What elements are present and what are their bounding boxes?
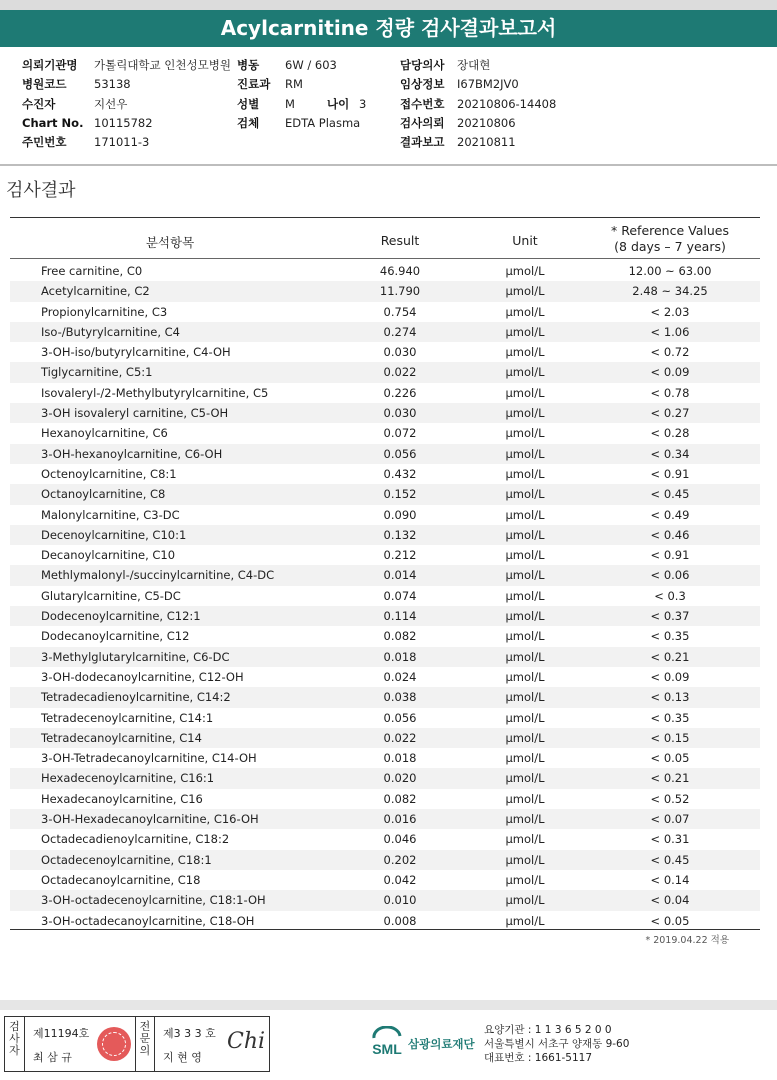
analyte-name: Hexadecenoylcarnitine, C16:1	[41, 771, 215, 786]
info-key: 접수번호	[400, 96, 445, 111]
unit-value: μmol/L	[505, 852, 545, 867]
table-row	[10, 667, 760, 687]
reference-value: < 0.14	[650, 872, 690, 887]
unit-value: μmol/L	[505, 669, 545, 684]
reference-value: < 0.07	[650, 812, 690, 827]
info-key: 진료과	[237, 77, 271, 92]
patient-info-col3	[400, 56, 556, 152]
unit-value: μmol/L	[505, 304, 545, 319]
result-value: 0.082	[383, 791, 417, 806]
unit-value: μmol/L	[505, 385, 545, 400]
unit-value: μmol/L	[505, 649, 545, 664]
report-title: Acylcarnitine 정량 검사결과보고서	[0, 10, 777, 47]
unit-value: μmol/L	[505, 466, 545, 481]
unit-value: μmol/L	[505, 771, 545, 786]
result-value: 0.132	[383, 527, 417, 542]
analyte-name: Hexanoylcarnitine, C6	[41, 426, 168, 441]
info-key: 의뢰기관명	[22, 58, 78, 72]
result-value: 0.114	[383, 609, 417, 624]
info-value: M	[285, 96, 295, 111]
info-key: 수진자	[22, 96, 56, 111]
info-row	[400, 56, 556, 75]
reference-value: < 0.52	[650, 791, 690, 806]
info-row	[400, 114, 556, 133]
patient-info-col1	[22, 56, 231, 152]
info-key: 담당의사	[400, 58, 445, 72]
info-row	[400, 75, 556, 94]
info-row	[400, 133, 556, 152]
footnote: * 2019.04.22 적용	[645, 935, 729, 946]
reference-value: < 0.34	[650, 446, 690, 461]
info-value: 6W / 603	[285, 58, 337, 72]
table-row	[10, 322, 760, 342]
table-row	[10, 464, 760, 484]
table-bottom-rule	[10, 929, 760, 930]
unit-value: μmol/L	[505, 872, 545, 887]
info-row	[400, 95, 556, 114]
reference-value: < 0.3	[654, 588, 686, 603]
info-row	[22, 114, 231, 133]
reference-value: < 0.91	[650, 548, 690, 563]
info-key: 성별	[237, 96, 260, 111]
info-key: 임상정보	[400, 77, 445, 92]
reference-value: < 0.15	[650, 730, 690, 745]
info-value: 20210806-14408	[457, 96, 557, 111]
analyte-name: 3-OH-iso/butyrylcarnitine, C4-OH	[41, 345, 231, 360]
table-row	[10, 586, 760, 606]
analyte-name: 3-Methylglutarylcarnitine, C6-DC	[41, 649, 230, 664]
specialist-name: 지 현 영	[163, 1051, 202, 1064]
table-row	[10, 606, 760, 626]
table-row	[10, 403, 760, 423]
info-key: 병동	[237, 58, 260, 72]
specialist-label	[135, 1017, 155, 1071]
result-value: 0.274	[383, 324, 417, 339]
patient-info-col2	[237, 56, 366, 133]
table-row	[10, 423, 760, 443]
unit-value: μmol/L	[505, 893, 545, 908]
analyte-name: Propionylcarnitine, C3	[41, 304, 168, 319]
reference-value: < 0.45	[650, 852, 690, 867]
unit-value: μmol/L	[505, 324, 545, 339]
info-key: Chart No.	[22, 115, 84, 130]
organization-address: 서울특별시 서초구 양재동 9-60	[484, 1038, 630, 1050]
table-row	[10, 362, 760, 382]
result-value: 0.042	[383, 872, 417, 887]
analyte-name: Glutarylcarnitine, C5-DC	[41, 588, 181, 603]
result-value: 0.082	[383, 629, 417, 644]
reference-header-line2: (8 days – 7 years)	[614, 239, 726, 254]
unit-value: μmol/L	[505, 548, 545, 563]
reference-value: < 0.45	[650, 487, 690, 502]
unit-value: μmol/L	[505, 629, 545, 644]
result-value: 46.940	[379, 264, 421, 278]
tester-seal-stamp	[97, 1027, 131, 1061]
result-value: 0.202	[383, 852, 417, 867]
reference-value: < 2.03	[650, 304, 690, 319]
tester-license-no: 제11194호	[33, 1027, 90, 1040]
label-char: 전	[139, 1020, 151, 1033]
table-row	[10, 525, 760, 545]
info-row	[22, 56, 231, 75]
analyte-name: Tetradecenoylcarnitine, C14:1	[41, 710, 214, 725]
analyte-name: 3-OH-Tetradecanoylcarnitine, C14-OH	[41, 751, 257, 766]
analyte-name: Decenoylcarnitine, C10:1	[41, 527, 187, 542]
info-key: 주민번호	[22, 135, 67, 150]
result-value: 0.432	[383, 466, 417, 481]
column-header-unit: Unit	[512, 233, 538, 248]
analyte-name: Acetylcarnitine, C2	[41, 284, 150, 299]
analyte-name: Tetradecanoylcarnitine, C14	[41, 730, 202, 745]
analyte-name: Isovaleryl-/2-Methylbutyrylcarnitine, C5	[41, 385, 269, 400]
table-row	[10, 911, 760, 931]
sml-logo-icon	[368, 1026, 406, 1060]
result-value: 0.090	[383, 507, 417, 522]
unit-value: μmol/L	[505, 507, 545, 522]
table-row	[10, 768, 760, 788]
logo-text: SML	[372, 1041, 402, 1057]
reference-value: < 0.78	[650, 385, 690, 400]
info-row	[22, 133, 231, 152]
table-row	[10, 281, 760, 301]
result-value: 0.072	[383, 426, 417, 441]
reference-value: < 0.09	[650, 365, 690, 380]
reference-value: < 0.28	[650, 426, 690, 441]
analyte-name: Hexadecanoylcarnitine, C16	[41, 791, 203, 806]
unit-value: μmol/L	[505, 710, 545, 725]
info-value-age: 3	[359, 96, 367, 111]
analyte-name: Octadecanoylcarnitine, C18	[41, 872, 201, 887]
analyte-name: Octadecadienoylcarnitine, C18:2	[41, 832, 230, 847]
table-row	[10, 850, 760, 870]
reference-value: < 0.09	[650, 669, 690, 684]
result-value: 0.022	[383, 365, 417, 380]
unit-value: μmol/L	[505, 913, 545, 928]
result-value: 0.046	[383, 832, 417, 847]
result-value: 0.074	[383, 588, 417, 603]
reference-value: < 0.35	[650, 629, 690, 644]
organization-info	[484, 1023, 629, 1065]
analyte-name: 3-OH isovaleryl carnitine, C5-OH	[41, 406, 229, 421]
info-value: 10115782	[94, 115, 153, 130]
column-header-item: 분석항목	[145, 235, 195, 250]
column-header-result: Result	[380, 233, 420, 248]
result-value: 0.024	[383, 669, 417, 684]
specialist-signature: Chi	[227, 1029, 266, 1054]
table-row	[10, 708, 760, 728]
info-value: 53138	[94, 77, 131, 92]
label-char: 의	[139, 1044, 151, 1057]
results-table-body	[10, 261, 760, 931]
reference-value: < 0.21	[650, 771, 690, 786]
reference-value: < 1.06	[650, 324, 690, 339]
label-char: 자	[9, 1044, 20, 1057]
unit-value: μmol/L	[505, 690, 545, 705]
reference-value: < 0.21	[650, 649, 690, 664]
info-row	[237, 56, 366, 75]
unit-value: μmol/L	[505, 345, 545, 360]
label-char: 사	[9, 1032, 20, 1045]
reference-value: 12.00 ~ 63.00	[628, 264, 712, 278]
analyte-name: Octenoylcarnitine, C8:1	[41, 466, 177, 481]
info-value: EDTA Plasma	[285, 115, 361, 130]
result-value: 0.020	[383, 771, 417, 786]
tester-label	[5, 1017, 25, 1071]
table-header-rule	[10, 258, 760, 259]
unit-value: μmol/L	[505, 446, 545, 461]
info-key: 검체	[237, 115, 260, 130]
info-value: 20210806	[457, 115, 516, 130]
result-value: 0.008	[383, 913, 417, 928]
reference-value: < 0.27	[650, 406, 690, 421]
top-margin-bar	[0, 0, 777, 10]
unit-value: μmol/L	[505, 730, 545, 745]
table-row	[10, 302, 760, 322]
info-row	[22, 95, 231, 114]
info-value: RM	[285, 77, 303, 92]
table-row	[10, 261, 760, 281]
table-row	[10, 647, 760, 667]
reference-value: < 0.91	[650, 466, 690, 481]
table-row	[10, 809, 760, 829]
reference-value: < 0.46	[650, 527, 690, 542]
reference-value: 2.48 ~ 34.25	[632, 284, 708, 299]
result-value: 0.030	[383, 406, 417, 421]
column-header-reference	[590, 223, 750, 255]
info-key: 검사의뢰	[400, 115, 445, 130]
table-top-rule	[10, 217, 760, 218]
info-value: 가톨릭대학교 인천성모병원	[94, 58, 231, 72]
reference-value: < 0.72	[650, 345, 690, 360]
info-value: 장대현	[457, 58, 491, 72]
unit-value: μmol/L	[505, 264, 545, 278]
analyte-name: 3-OH-Hexadecanoylcarnitine, C16-OH	[41, 812, 259, 827]
result-value: 0.226	[383, 385, 417, 400]
reference-value: < 0.49	[650, 507, 690, 522]
reference-value: < 0.04	[650, 893, 690, 908]
result-value: 0.018	[383, 751, 417, 766]
table-row	[10, 444, 760, 464]
analyte-name: Tiglycarnitine, C5:1	[41, 365, 153, 380]
analyte-name: Dodecenoylcarnitine, C12:1	[41, 609, 201, 624]
reference-value: < 0.13	[650, 690, 690, 705]
result-value: 0.030	[383, 345, 417, 360]
unit-value: μmol/L	[505, 426, 545, 441]
table-row	[10, 748, 760, 768]
table-row	[10, 728, 760, 748]
result-value: 0.152	[383, 487, 417, 502]
unit-value: μmol/L	[505, 588, 545, 603]
unit-value: μmol/L	[505, 568, 545, 583]
result-value: 0.022	[383, 730, 417, 745]
reference-header-line1: * Reference Values	[611, 223, 729, 238]
info-row	[237, 95, 366, 114]
table-row	[10, 890, 760, 910]
analyte-name: 3-OH-hexanoylcarnitine, C6-OH	[41, 446, 223, 461]
analyte-name: 3-OH-octadecanoylcarnitine, C18-OH	[41, 913, 255, 928]
unit-value: μmol/L	[505, 609, 545, 624]
unit-value: μmol/L	[505, 527, 545, 542]
table-row	[10, 545, 760, 565]
organization-code: 요양기관 : 1 1 3 6 5 2 0 0	[484, 1024, 612, 1036]
info-key-age: 나이	[327, 96, 350, 111]
analyte-name: 3-OH-dodecanoylcarnitine, C12-OH	[41, 669, 244, 684]
result-value: 0.056	[383, 446, 417, 461]
unit-value: μmol/L	[505, 832, 545, 847]
signature-box	[4, 1016, 270, 1072]
specialist-license-no: 제3 3 3 호	[163, 1027, 216, 1040]
tester-name: 최 삼 규	[33, 1051, 72, 1064]
reference-value: < 0.37	[650, 609, 690, 624]
label-char: 문	[139, 1032, 151, 1045]
table-row	[10, 342, 760, 362]
analyte-name: 3-OH-octadecenoylcarnitine, C18:1-OH	[41, 893, 266, 908]
unit-value: μmol/L	[505, 365, 545, 380]
result-value: 0.014	[383, 568, 417, 583]
info-value: 171011-3	[94, 135, 150, 150]
table-row	[10, 789, 760, 809]
result-value: 0.212	[383, 548, 417, 563]
analyte-name: Malonylcarnitine, C3-DC	[41, 507, 180, 522]
result-value: 0.056	[383, 710, 417, 725]
reference-value: < 0.35	[650, 710, 690, 725]
table-row	[10, 687, 760, 707]
analyte-name: Octanoylcarnitine, C8	[41, 487, 166, 502]
table-row	[10, 565, 760, 585]
table-row	[10, 383, 760, 403]
info-value: 지선우	[94, 96, 128, 111]
unit-value: μmol/L	[505, 284, 545, 299]
analyte-name: Methlymalonyl-/succinylcarnitine, C4-DC	[41, 568, 275, 583]
table-row	[10, 484, 760, 504]
analyte-name: Free carnitine, C0	[41, 264, 143, 278]
result-value: 0.010	[383, 893, 417, 908]
analyte-name: Iso-/Butyrylcarnitine, C4	[41, 324, 180, 339]
result-value: 11.790	[379, 284, 421, 299]
reference-value: < 0.06	[650, 568, 690, 583]
section-title: 검사결과	[6, 180, 76, 201]
info-row	[22, 75, 231, 94]
unit-value: μmol/L	[505, 812, 545, 827]
result-value: 0.016	[383, 812, 417, 827]
footer-divider-bar	[0, 1000, 777, 1010]
info-value: I67BM2JV0	[457, 77, 519, 92]
unit-value: μmol/L	[505, 487, 545, 502]
result-value: 0.018	[383, 649, 417, 664]
table-row	[10, 829, 760, 849]
analyte-name: Decanoylcarnitine, C10	[41, 548, 176, 563]
result-value: 0.038	[383, 690, 417, 705]
header-divider	[0, 164, 777, 166]
reference-value: < 0.05	[650, 913, 690, 928]
reference-value: < 0.05	[650, 751, 690, 766]
unit-value: μmol/L	[505, 751, 545, 766]
info-row	[237, 75, 366, 94]
table-row	[10, 870, 760, 890]
info-key: 결과보고	[400, 135, 445, 150]
info-row	[237, 114, 366, 133]
table-row	[10, 505, 760, 525]
organization-phone: 대표번호 : 1661-5117	[484, 1052, 593, 1064]
reference-value: < 0.31	[650, 832, 690, 847]
unit-value: μmol/L	[505, 406, 545, 421]
label-char: 검	[9, 1020, 20, 1033]
result-value: 0.754	[383, 304, 417, 319]
info-value: 20210811	[457, 135, 516, 150]
info-key: 병원코드	[22, 77, 67, 92]
table-row	[10, 626, 760, 646]
analyte-name: Octadecenoylcarnitine, C18:1	[41, 852, 212, 867]
unit-value: μmol/L	[505, 791, 545, 806]
analyte-name: Tetradecadienoylcarnitine, C14:2	[41, 690, 231, 705]
organization-name: 삼광의료재단	[408, 1037, 475, 1051]
analyte-name: Dodecanoylcarnitine, C12	[41, 629, 190, 644]
